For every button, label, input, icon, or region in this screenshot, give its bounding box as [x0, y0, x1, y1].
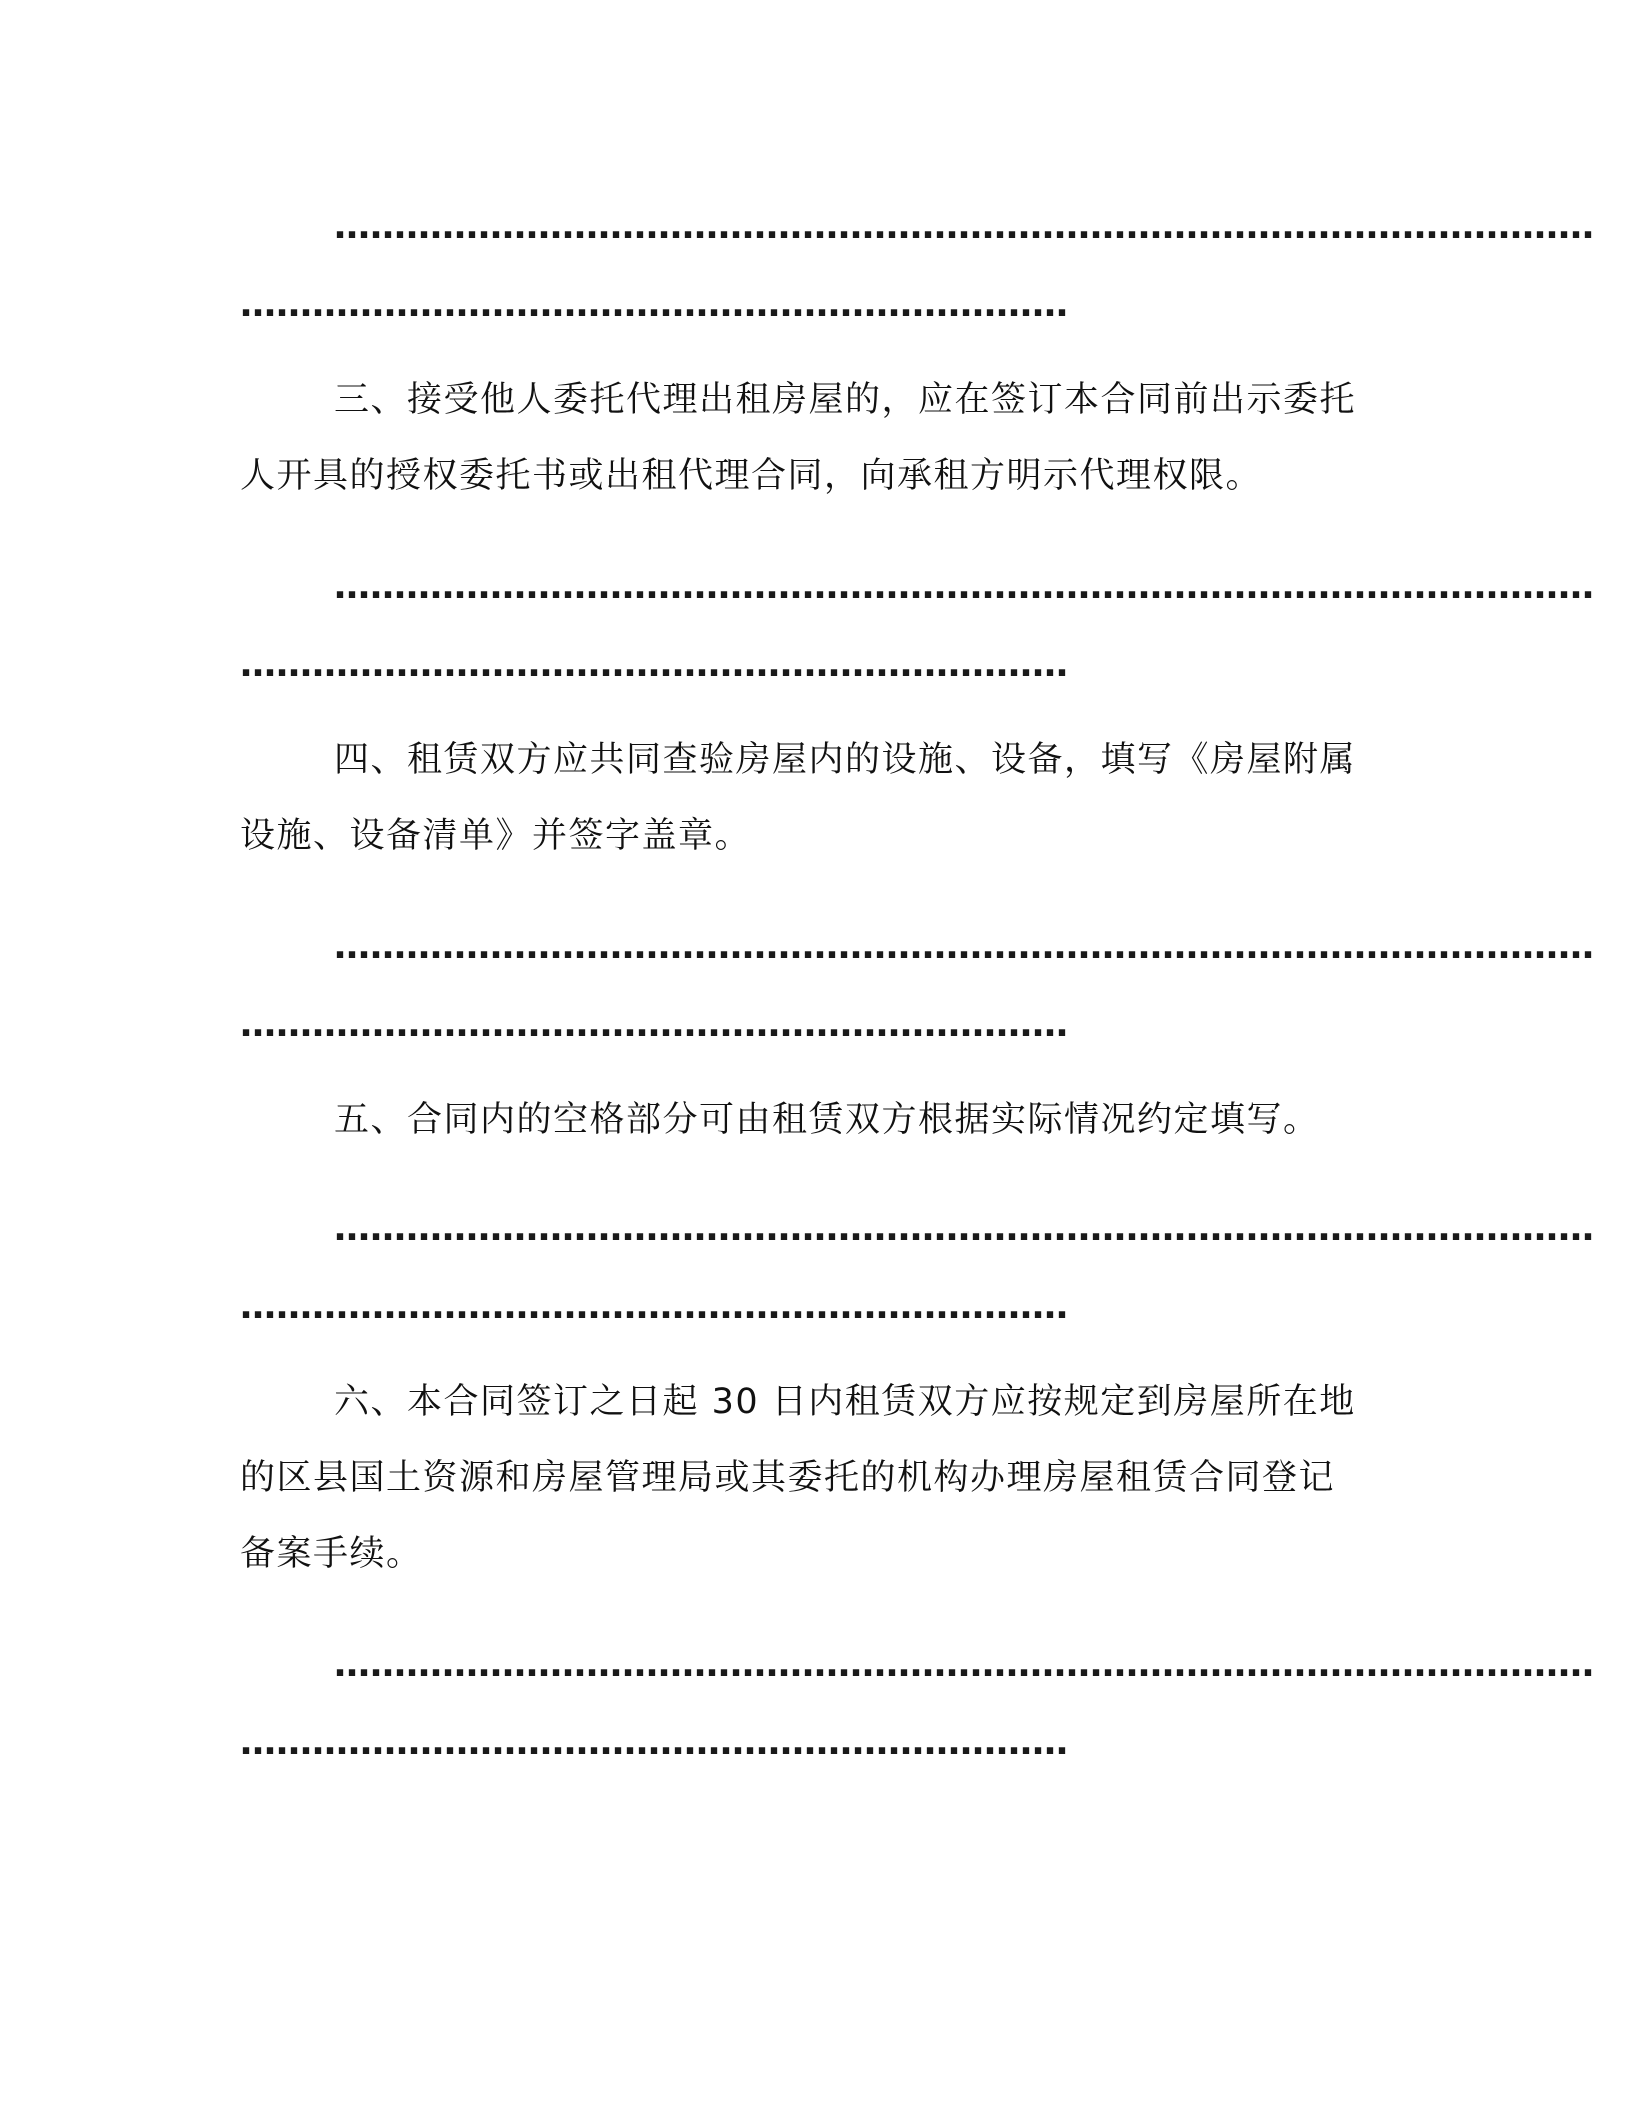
dot-leader-line: ……………………………………………………………	[240, 644, 1068, 685]
dot-leader-line: ……………………………………………………………………………………………	[334, 566, 1594, 607]
clause-3-line-1: 三、接受他人委托代理出租房屋的，应在签订本合同前出示委托	[334, 380, 1357, 420]
clause-4-line-2: 设施、设备清单》并签字盖章。	[240, 816, 752, 856]
dot-leader-line: ……………………………………………………………………………………………	[334, 206, 1594, 247]
clause-6-line-3: 备案手续。	[240, 1534, 423, 1574]
clause-3-line-2: 人开具的授权委托书或出租代理合同，向承租方明示代理权限。	[240, 456, 1263, 496]
clause-4-line-1: 四、租赁双方应共同查验房屋内的设施、设备，填写《房屋附属	[334, 740, 1357, 780]
clause-6-line-2: 的区县国土资源和房屋管理局或其委托的机构办理房屋租赁合同登记	[240, 1458, 1336, 1498]
dot-leader-line: ……………………………………………………………	[240, 1286, 1068, 1327]
dot-leader-line: ……………………………………………………………………………………………	[334, 1208, 1594, 1249]
dot-leader-line: ……………………………………………………………	[240, 1004, 1068, 1045]
dot-leader-line: ……………………………………………………………………………………………	[334, 926, 1594, 967]
dot-leader-line: ……………………………………………………………………………………………	[334, 1644, 1594, 1685]
clause-6-line-1: 六、本合同签订之日起 30 日内租赁双方应按规定到房屋所在地	[334, 1382, 1356, 1422]
dot-leader-line: ……………………………………………………………	[240, 284, 1068, 325]
clause-5-line-1: 五、合同内的空格部分可由租赁双方根据实际情况约定填写。	[334, 1100, 1320, 1140]
dot-leader-line: ……………………………………………………………	[240, 1722, 1068, 1763]
